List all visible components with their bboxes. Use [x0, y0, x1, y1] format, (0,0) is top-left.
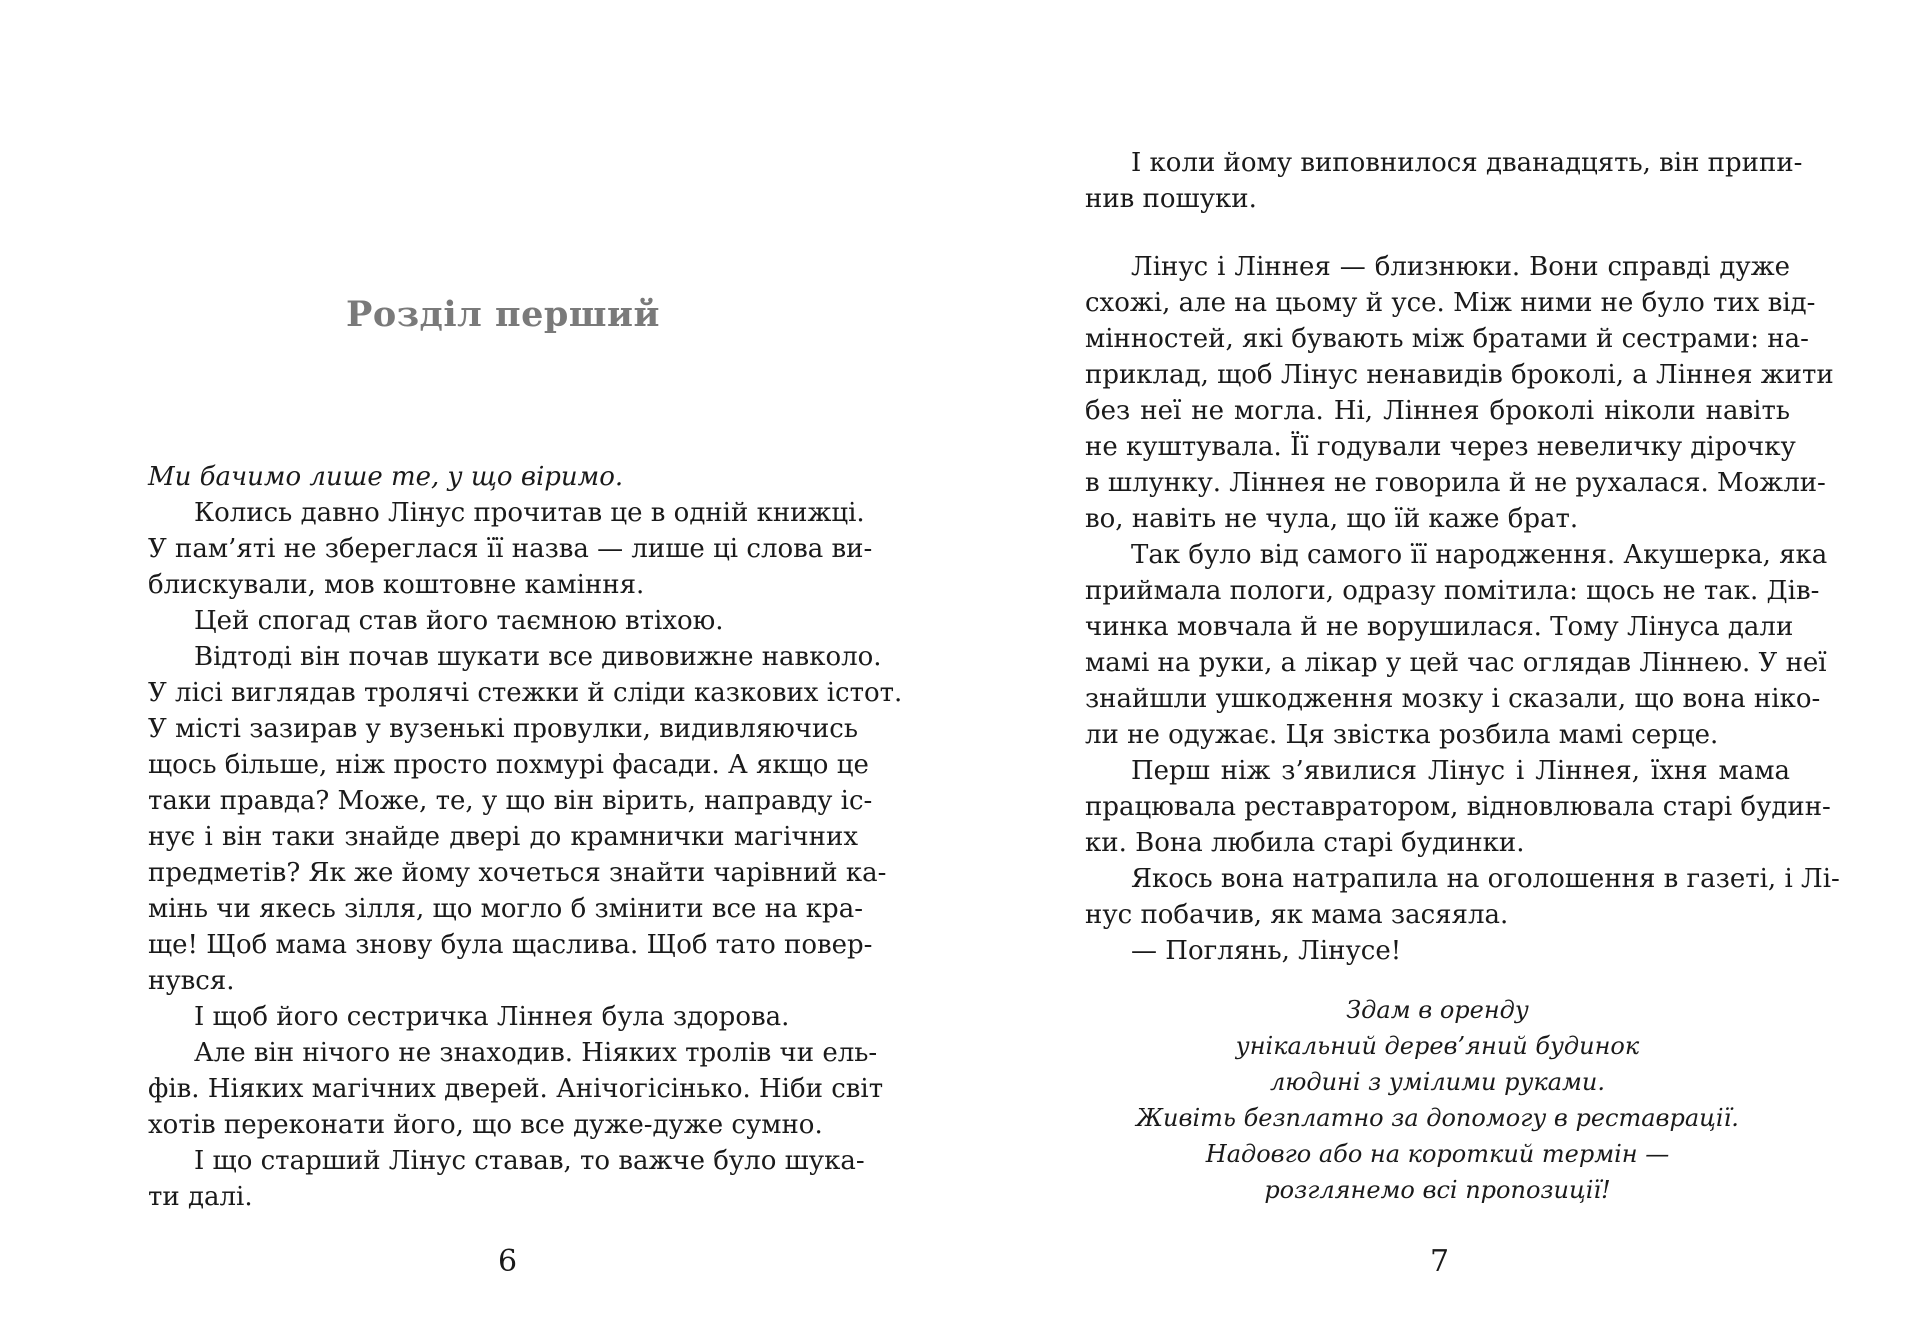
page-number-left: 6	[498, 1244, 518, 1279]
text-line: схожі, але на цьому й усе. Між ними не було тих від-	[1085, 288, 1816, 318]
text-line: мінь чи якесь зілля, що могло б змінити все на кра-	[148, 894, 863, 924]
text-line: ки. Вона любила старі будинки.	[1085, 828, 1525, 858]
ad-line: Живіть безплатно за допомогу в реставрації.	[1136, 1104, 1739, 1132]
chapter-title: Розділ перший	[346, 294, 660, 335]
text-line: в шлунку. Ліннея не говорила й не рухалася. Можли-	[1085, 468, 1826, 498]
text-line: І щоб його сестричка Ліннея була здорова.	[194, 1002, 790, 1032]
text-line: ще! Щоб мама знову була щаслива. Щоб тато повер-	[148, 930, 873, 960]
text-line: ли не одужає. Ця звістка розбила мамі серце.	[1085, 720, 1719, 750]
text-line: працювала реставратором, відновлювала старі будин-	[1085, 792, 1831, 822]
text-line: нувся.	[148, 966, 235, 996]
text-line: мамі на руки, а лікар у цей час оглядав Ліннею. У неї	[1085, 648, 1827, 678]
ad-line: людині з умілими руками.	[1269, 1068, 1606, 1096]
right-page	[960, 0, 1920, 1325]
text-line: без неї не могла. Ні, Ліннея броколі ніколи навіть	[1085, 396, 1790, 426]
page-number-right: 7	[1430, 1244, 1450, 1279]
text-line: — Поглянь, Лінусе!	[1131, 936, 1402, 966]
text-line: У пам’яті не збереглася її назва — лише ці слова ви-	[148, 534, 873, 564]
text-line: нив пошуки.	[1085, 184, 1257, 214]
text-line: Але він нічого не знаходив. Ніяких тролів чи ель-	[194, 1038, 878, 1068]
ad-line: Надовго або на короткий термін —	[1205, 1140, 1670, 1168]
text-line: таки правда? Може, те, у що він вірить, направду іс-	[148, 786, 873, 816]
newspaper-ad	[1085, 992, 1790, 1208]
text-line: мінностей, які бувають між братами й сестрами: на-	[1085, 324, 1809, 354]
text-line: І коли йому виповнилося дванадцять, він припи-	[1131, 148, 1803, 178]
text-line: І що старший Лінус ставав, то важче було шука-	[194, 1146, 865, 1176]
right-page-text	[1085, 249, 1840, 969]
epigraph-line: Ми бачимо лише те, у що віримо.	[148, 462, 624, 492]
text-line: Перш ніж з’явилися Лінус і Ліннея, їхня мама	[1131, 756, 1790, 786]
text-line: не куштувала. Її годували через невеличку дірочку	[1085, 432, 1796, 462]
text-line: знайшли ушкодження мозку і сказали, що вона ніко-	[1085, 684, 1821, 714]
text-line: Цей спогад став його таємною втіхою.	[194, 606, 724, 636]
text-line: Відтоді він почав шукати все дивовижне навколо.	[194, 642, 882, 672]
text-line: предметів? Як же йому хочеться знайти чарівний ка-	[148, 858, 887, 888]
text-line: нує і він таки знайде двері до крамнички магічних	[148, 822, 858, 852]
text-line: нус побачив, як мама засяяла.	[1085, 900, 1509, 930]
left-page-text	[148, 459, 903, 1215]
text-line: приклад, щоб Лінус ненавидів броколі, а Ліннея жити	[1085, 360, 1834, 390]
text-line: Якось вона натрапила на оголошення в газеті, і Лі-	[1131, 864, 1840, 894]
text-line: щось більше, ніж просто похмурі фасади. А якщо це	[148, 750, 869, 780]
text-line: Колись давно Лінус прочитав це в одній книжці.	[194, 498, 865, 528]
right-page-intro	[1085, 145, 1803, 217]
ad-line: Здам в оренду	[1346, 996, 1529, 1024]
text-line: блискували, мов коштовне каміння.	[148, 570, 645, 600]
text-line: хотів переконати його, що все дуже-дуже сумно.	[148, 1110, 823, 1140]
text-line: фів. Ніяких магічних дверей. Анічогісінько. Ніби світ	[148, 1074, 884, 1104]
text-line: ти далі.	[148, 1182, 253, 1212]
text-line: приймала пологи, одразу помітила: щось не так. Дів-	[1085, 576, 1820, 606]
ad-line: розглянемо всі пропозиції!	[1264, 1176, 1611, 1204]
text-line: во, навіть не чула, що їй каже брат.	[1085, 504, 1579, 534]
text-line: Так було від самого її народження. Акушерка, яка	[1131, 540, 1828, 570]
text-line: У лісі виглядав тролячі стежки й сліди казкових істот.	[148, 678, 903, 708]
ad-line: унікальний дерев’яний будинок	[1235, 1032, 1640, 1060]
text-line: Лінус і Ліннея — близнюки. Вони справді дуже	[1131, 252, 1790, 282]
text-line: чинка мовчала й не ворушилася. Тому Лінуса дали	[1085, 612, 1794, 642]
text-line: У місті зазирав у вузенькі провулки, видивляючись	[148, 714, 858, 744]
